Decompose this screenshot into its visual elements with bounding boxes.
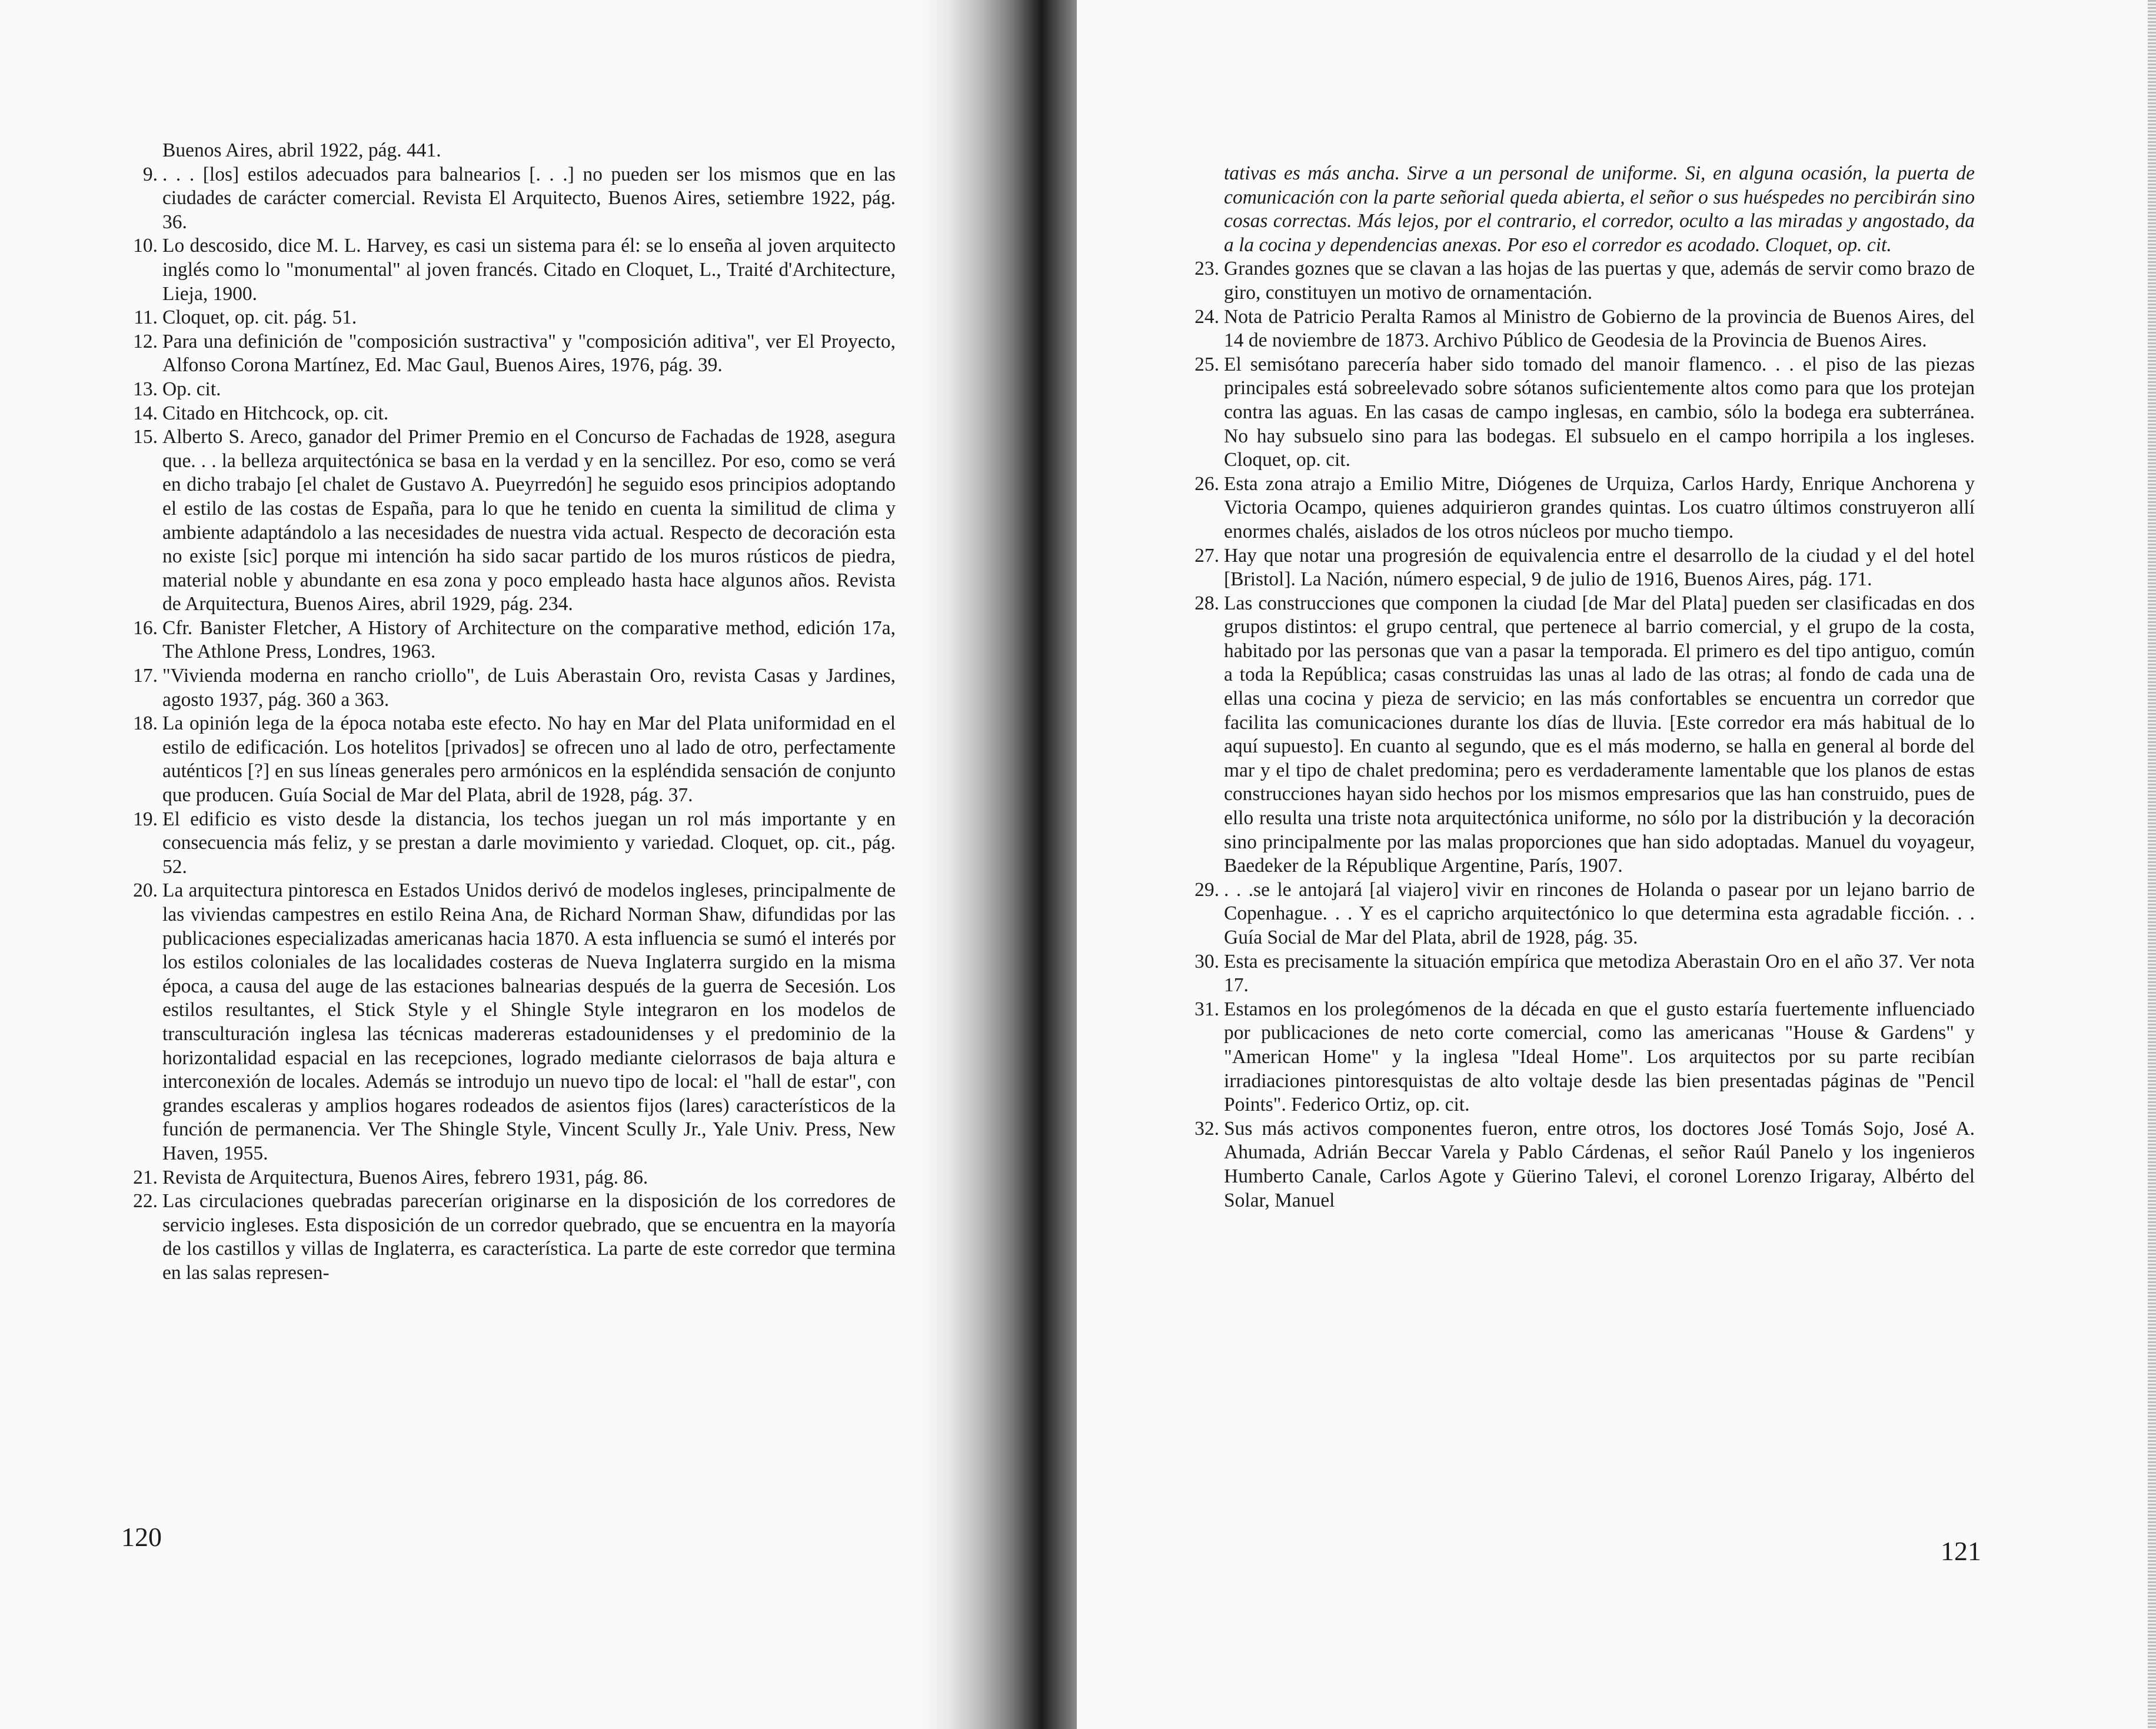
footnote-text: Estamos en los prolegómenos de la década en que el gusto estaría fuertemente influenciado por publicaciones de neto corte comercial, como las americanas "House & Gardens" y "American Home" y la inglesa "Ideal Home". Los arquitectos por su parte recibían irradiaciones pintoresquistas de alto voltaje desde las bien presentadas páginas de "Pencil Points". Federico Ortiz, op. cit. <box>1224 998 1975 1116</box>
footnote-text: Grandes goznes que se clavan a las hojas de las puertas y que, además de servir como brazo de giro, constituyen un motivo de ornamentación. <box>1224 258 1975 304</box>
footnote-text: Cloquet, op. cit. pág. 51. <box>162 307 357 329</box>
footnote-25 <box>1183 353 1975 472</box>
page-number-right: 121 <box>1941 1536 1981 1566</box>
left-notes-list <box>121 163 896 1285</box>
footnote-number: 27. <box>1195 544 1219 567</box>
footnote-number: 12. <box>133 330 158 352</box>
footnote-number: 13. <box>133 378 158 400</box>
footnote-number: 24. <box>1195 305 1219 328</box>
footnote-text: El semisótano parecería haber sido tomado del manoir flamenco. . . el piso de las piezas principales está sobreelevado sobre sótanos suficientemente altos como para que los protejan contra las aguas. En las casas de campo inglesas, en cambio, sólo la bodega era subterránea. No hay subsuelo sino para las bodegas. El subsuelo en el campo horripila a los ingleses. Cloquet, op. cit. <box>1224 353 1975 471</box>
footnote-number: 10. <box>133 235 158 257</box>
footnote-text: Revista de Arquitectura, Buenos Aires, febrero 1931, pág. 86. <box>162 1166 648 1188</box>
footnote-13 <box>121 378 896 402</box>
footnote-text: Citado en Hitchcock, op. cit. <box>162 402 389 424</box>
footnote-text: La arquitectura pintoresca en Estados Unidos derivó de modelos ingleses, principalmente de las viviendas campestres en estilo Reina Ana, de Richard Norman Shaw, difundidas por las publicaciones especializadas americanas hacia 1870. A esta influencia se sumó el interés por los estilos coloniales de las localidades costeras de Nueva Inglaterra surgido en la misma época, a causa del auge de las estaciones balnearias después de la guerra de Secesión. Los estilos resultantes, el Stick Style y el Shingle Style integraron en los modelos de transculturación inglesa las técnicas madereras estadounidenses y el predominio de la horizontalidad espacial en las recepciones, logrado mediante cielorrasos de baja altura e interconexión de locales. Además se introdujo un nuevo tipo de local: el "hall de estar", con grandes escaleras y amplios hogares rodeados de asientos fijos (lares) característicos de la función de permanencia. Ver The Shingle Style, Vincent Scully Jr., Yale Univ. Press, New Haven, 1955. <box>162 880 896 1164</box>
footnote-text: La opinión lega de la época notaba este efecto. No hay en Mar del Plata uniformidad en el estilo de edificación. Los hotelitos [privados] se ofrecen uno al lado de otro, perfectamente auténticos [?] en sus líneas generales pero armónicos en la espléndida sensación de conjunto que producen. Guía Social de Mar del Plata, abril de 1928, pág. 37. <box>162 712 896 807</box>
footnote-number: 18. <box>133 712 158 735</box>
right-notes-column <box>1183 162 1975 1212</box>
footnote-30 <box>1183 950 1975 998</box>
footnote-28 <box>1183 592 1975 878</box>
footnote-text: Cfr. Banister Fletcher, A History of Architecture on the comparative method, edición 17a, The Athlone Press, Londres, 1963. <box>162 617 896 663</box>
footnote-text: Esta zona atrajo a Emilio Mitre, Diógenes de Urquiza, Carlos Hardy, Enrique Anchorena y Victoria Ocampo, quienes adquirieron grandes quintas. Los cuatro últimos construyeron allí enormes chalés, aislados de los otros núcleos por mucho tiempo. <box>1224 472 1975 542</box>
page-number-left: 120 <box>121 1522 162 1552</box>
footnote-number: 15. <box>133 426 158 448</box>
footnote-20 <box>121 879 896 1165</box>
footnote-31 <box>1183 998 1975 1117</box>
footnote-number: 11. <box>134 307 158 329</box>
right-notes-list <box>1183 257 1975 1212</box>
footnote-18 <box>121 712 896 807</box>
footnote-11 <box>121 306 896 330</box>
footnote-number: 32. <box>1195 1117 1219 1140</box>
footnote-10 <box>121 234 896 306</box>
page-edge <box>2148 0 2156 1729</box>
footnote-number: 19. <box>133 808 158 830</box>
footnote-number: 17. <box>133 665 158 687</box>
footnote-text: Las circulaciones quebradas parecerían originarse en la disposición de los corredores de servicio ingleses. Esta disposición de un corredor quebrado, que se encuentra en la mayoría de los castillos y villas de Inglaterra, es característica. La parte de este corredor que termina en las salas represen- <box>162 1190 896 1284</box>
footnote-text: Para una definición de "composición sustractiva" y "composición aditiva", ver El Proyecto, Alfonso Corona Martínez, Ed. Mac Gaul, Buenos Aires, 1976, pág. 39. <box>162 330 896 377</box>
footnote-17 <box>121 664 896 712</box>
footnote-number: 26. <box>1195 472 1219 495</box>
footnote-32 <box>1183 1117 1975 1212</box>
footnote-26 <box>1183 472 1975 544</box>
footnote-15 <box>121 425 896 617</box>
footnote-number: 25. <box>1195 353 1219 375</box>
footnote-27 <box>1183 544 1975 592</box>
footnote-text: Sus más activos componentes fueron, entre otros, los doctores José Tomás Sojo, José A. Ahumada, Adrián Beccar Varela y Pablo Cárdenas, el señor Raúl Panelo y los ingenieros Humberto Canale, Carlos Agote y Güerino Talevi, el coronel Lorenzo Irigaray, Albérto del Solar, Manuel <box>1224 1117 1975 1211</box>
footnote-number: 21. <box>133 1166 158 1188</box>
left-notes-column <box>121 139 896 1285</box>
footnote-29 <box>1183 878 1975 950</box>
footnote-text: Alberto S. Areco, ganador del Primer Premio en el Concurso de Fachadas de 1928, asegura que. . . la belleza arquitectónica se basa en la verdad y en la sencillez. Por eso, como se verá en dicho trabajo [el chalet de Gustavo A. Pueyrredón] he seguido esos principios adoptando el estilo de las costas de España, para lo que he tenido en cuenta la similitud de clima y ambiente adaptándolo a las necesidades de nuestra vida actual. Respecto de decoración esta no existe [sic] porque mi intención ha sido sacar partido de los muros rústicos de piedra, material noble y abundante en esa zona y poco empleado hasta hace algunos años. Revista de Arquitectura, Buenos Aires, abril 1929, pág. 234. <box>162 426 896 615</box>
footnote-22 <box>121 1190 896 1285</box>
footnote-text: El edificio es visto desde la distancia, los techos juegan un rol más importante y en consecuencia más feliz, y se prestan a darle movimiento y variedad. Cloquet, op. cit., pág. 52. <box>162 808 896 878</box>
continued-note-line: Buenos Aires, abril 1922, pág. 441. <box>162 139 441 161</box>
footnote-text: . . .se le antojará [al viajero] vivir en rincones de Holanda o pasear por un lejano barrio de Copenhague. . . Y es el capricho arquitectónico lo que determina esta agradable ficción. . . Guía Social de Mar del Plata, abril de 1928, pág. 35. <box>1224 878 1975 948</box>
footnote-number: 14. <box>133 402 158 424</box>
footnote-number: 23. <box>1195 258 1219 280</box>
footnote-16 <box>121 617 896 664</box>
footnote-text: Las construcciones que componen la ciudad [de Mar del Plata] pueden ser clasificadas en dos grupos distintos: el grupo central, que pertenece al barrio comercial, y el grupo de la costa, habitado por las personas que van a pasar la temporada. El primero es del tipo antiguo, común a toda la República; casas construidas las unas al lado de las otras; al fondo de cada una de ellas una cocina y pieza de servicio; en las más confortables se encuentra un corredor que facilita las comunicaciones durante los días de lluvia. [Este corredor era más habitual de lo aquí supuesto]. En cuanto al segundo, que es el más moderno, se halla en general al borde del mar y el tipo de chalet predomina; pero es verdaderamente lamentable que los planos de estas construcciones hayan sido hechos por los mismos empresarios que las han construido, pues de ello resulta una triste nota arquitectónica uniforme, no sólo por la distribución y la decoración sino principalmente por las malas proporciones que han sido adoptadas. Manuel du voyageur, Baedeker de la République Argentine, París, 1907. <box>1224 592 1975 877</box>
footnote-number: 16. <box>133 617 158 639</box>
footnote-24 <box>1183 305 1975 353</box>
footnote-text: Lo descosido, dice M. L. Harvey, es casi un sistema para él: se lo enseña al joven arquitecto inglés como lo "monumental" al joven francés. Citado en Cloquet, L., Traité d'Architecture, Lieja, 1900. <box>162 235 896 305</box>
footnote-9 <box>121 163 896 235</box>
footnote-number: 9. <box>142 163 158 185</box>
footnote-12 <box>121 330 896 378</box>
footnote-text: "Vivienda moderna en rancho criollo", de Luis Aberastain Oro, revista Casas y Jardines, agosto 1937, pág. 360 a 363. <box>162 665 896 711</box>
footnote-14 <box>121 402 896 426</box>
footnote-text: Nota de Patricio Peralta Ramos al Ministro de Gobierno de la provincia de Buenos Aires, del 14 de noviembre de 1873. Archivo Público de Geodesia de la Provincia de Buenos Aires. <box>1224 305 1975 352</box>
footnote-number: 28. <box>1195 592 1219 614</box>
footnote-19 <box>121 808 896 880</box>
footnote-text: Op. cit. <box>162 378 221 400</box>
footnote-number: 22. <box>133 1190 158 1212</box>
footnote-21 <box>121 1166 896 1190</box>
footnote-number: 31. <box>1195 998 1219 1020</box>
footnote-text: Esta es precisamente la situación empírica que metodiza Aberastain Oro en el año 37. Ver nota 17. <box>1224 950 1975 997</box>
footnote-23 <box>1183 257 1975 305</box>
footnote-text: Hay que notar una progresión de equivalencia entre el desarrollo de la ciudad y el del hotel [Bristol]. La Nación, número especial, 9 de julio de 1916, Buenos Aires, pág. 171. <box>1224 544 1975 591</box>
footnote-number: 30. <box>1195 950 1219 972</box>
left-page <box>0 0 965 1729</box>
footnote-number: 29. <box>1195 878 1219 901</box>
footnote-number: 20. <box>133 880 158 902</box>
footnote-text: . . . [los] estilos adecuados para balnearios [. . .] no pueden ser los mismos que en las ciudades de carácter comercial. Revista El Arquitecto, Buenos Aires, setiembre 1922, pág. 36. <box>162 163 896 233</box>
continued-note-text: tativas es más ancha. Sirve a un personal de uniforme. Si, en alguna ocasión, la puerta de comunicación con la parte señorial queda abierta, el señor o sus huéspedes no percibirán sino cosas correctas. Más lejos, por el contrario, el corredor, oculto a las miradas y angostado, da a la cocina y dependencias anexas. Por eso el corredor es acodado. Cloquet, op. cit. <box>1224 162 1975 256</box>
